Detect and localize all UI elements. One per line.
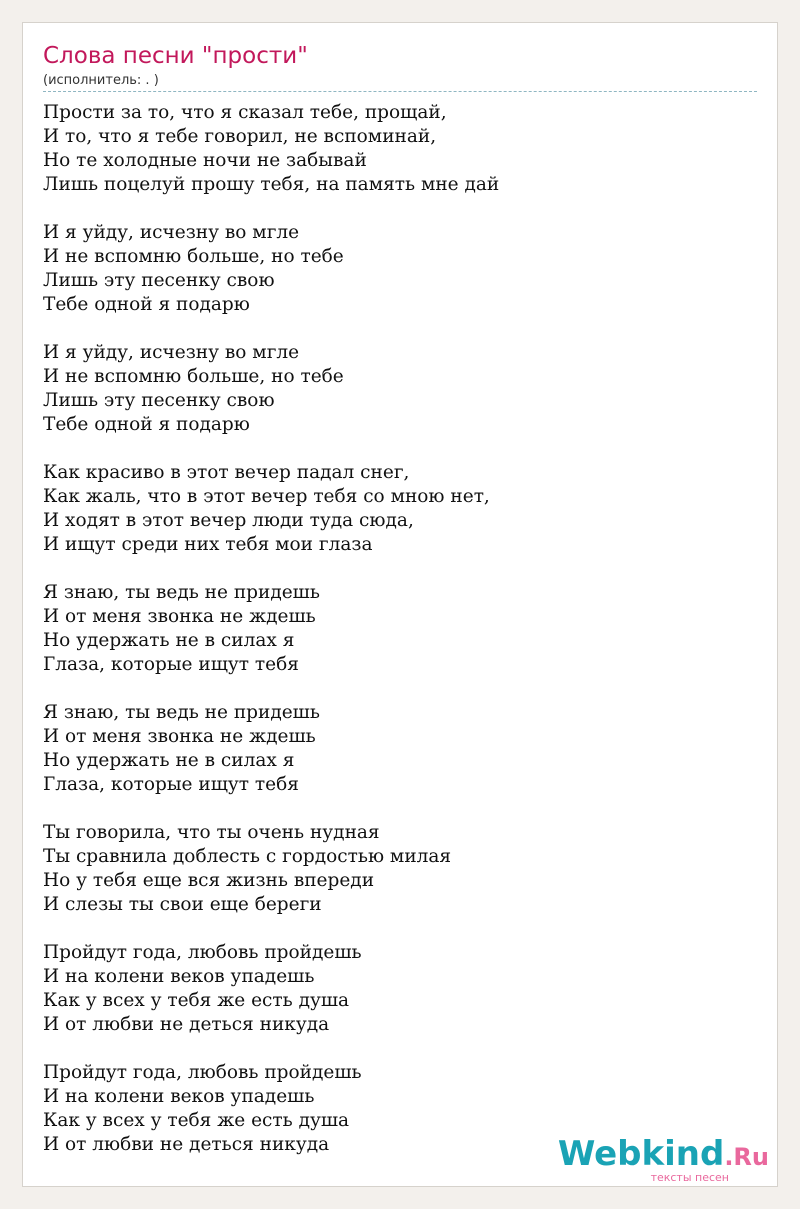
lyric-line: Лишь эту песенку свою [43,390,275,411]
lyric-line: Но те холодные ночи не забывай [43,150,367,171]
lyric-line: Прости за то, что я сказал тебе, прощай, [43,102,447,123]
lyric-line: И ходят в этот вечер люди туда сюда, [43,510,414,531]
lyric-line: И слезы ты свои еще береги [43,894,322,915]
lyric-line: И я уйду, исчезну во мгле [43,222,300,243]
logo-name: Webkind [557,1134,725,1174]
stanza [43,1061,499,1157]
logo-tagline: тексты песен [650,1171,729,1184]
lyric-line: Но удержать не в силах я [43,630,295,651]
lyric-line: И ищут среди них тебя мои глаза [43,534,373,555]
lyric-line: И от меня звонка не ждешь [43,726,316,747]
stanza [43,581,499,677]
lyric-line: И то, что я тебе говорил, не вспоминай, [43,126,437,147]
lyric-line: И на колени веков упадешь [43,966,315,987]
lyric-line: Лишь эту песенку свою [43,270,275,291]
lyric-line: Глаза, которые ищут тебя [43,774,299,795]
lyric-line: Как у всех у тебя же есть душа [43,990,350,1011]
lyric-line: Пройдут года, любовь пройдешь [43,1062,362,1083]
lyric-line: Тебе одной я подарю [43,414,250,435]
lyric-line: Но у тебя еще вся жизнь впереди [43,870,375,891]
stanza [43,101,499,197]
lyric-line: И не вспомню больше, но тебе [43,246,344,267]
lyric-line: И я уйду, исчезну во мгле [43,342,300,363]
logo-tld: .Ru [724,1143,769,1171]
artist-line: (исполнитель: . ) [43,73,159,88]
divider [43,91,757,92]
stanza [43,341,499,437]
logo-wordmark [558,1136,769,1175]
lyric-line: Глаза, которые ищут тебя [43,654,299,675]
lyric-line: Я знаю, ты ведь не придешь [43,702,320,723]
lyric-line: Я знаю, ты ведь не придешь [43,582,320,603]
lyric-line: Как красиво в этот вечер падал снег, [43,462,410,483]
page-title: Слова песни "прости" [43,43,308,69]
stanza [43,701,499,797]
stanza [43,221,499,317]
stanza [43,941,499,1037]
lyric-line: Как у всех у тебя же есть душа [43,1110,350,1131]
site-logo[interactable] [558,1136,769,1184]
lyric-line: Пройдут года, любовь пройдешь [43,942,362,963]
lyrics-card [22,22,778,1187]
lyric-line: И от меня звонка не ждешь [43,606,316,627]
lyric-line: Но удержать не в силах я [43,750,295,771]
lyric-line: И не вспомню больше, но тебе [43,366,344,387]
stanza [43,821,499,917]
lyric-line: И от любви не деться никуда [43,1134,330,1155]
lyric-line: Тебе одной я подарю [43,294,250,315]
lyric-line: И от любви не деться никуда [43,1014,330,1035]
lyric-line: Ты сравнила доблесть с гордостью милая [43,846,452,867]
stanza [43,461,499,557]
lyric-line: И на колени веков упадешь [43,1086,315,1107]
lyric-line: Как жаль, что в этот вечер тебя со мною нет, [43,486,490,507]
lyric-line: Ты говорила, что ты очень нудная [43,822,380,843]
lyric-line: Лишь поцелуй прошу тебя, на память мне дай [43,174,500,195]
lyrics-body [43,101,499,1181]
